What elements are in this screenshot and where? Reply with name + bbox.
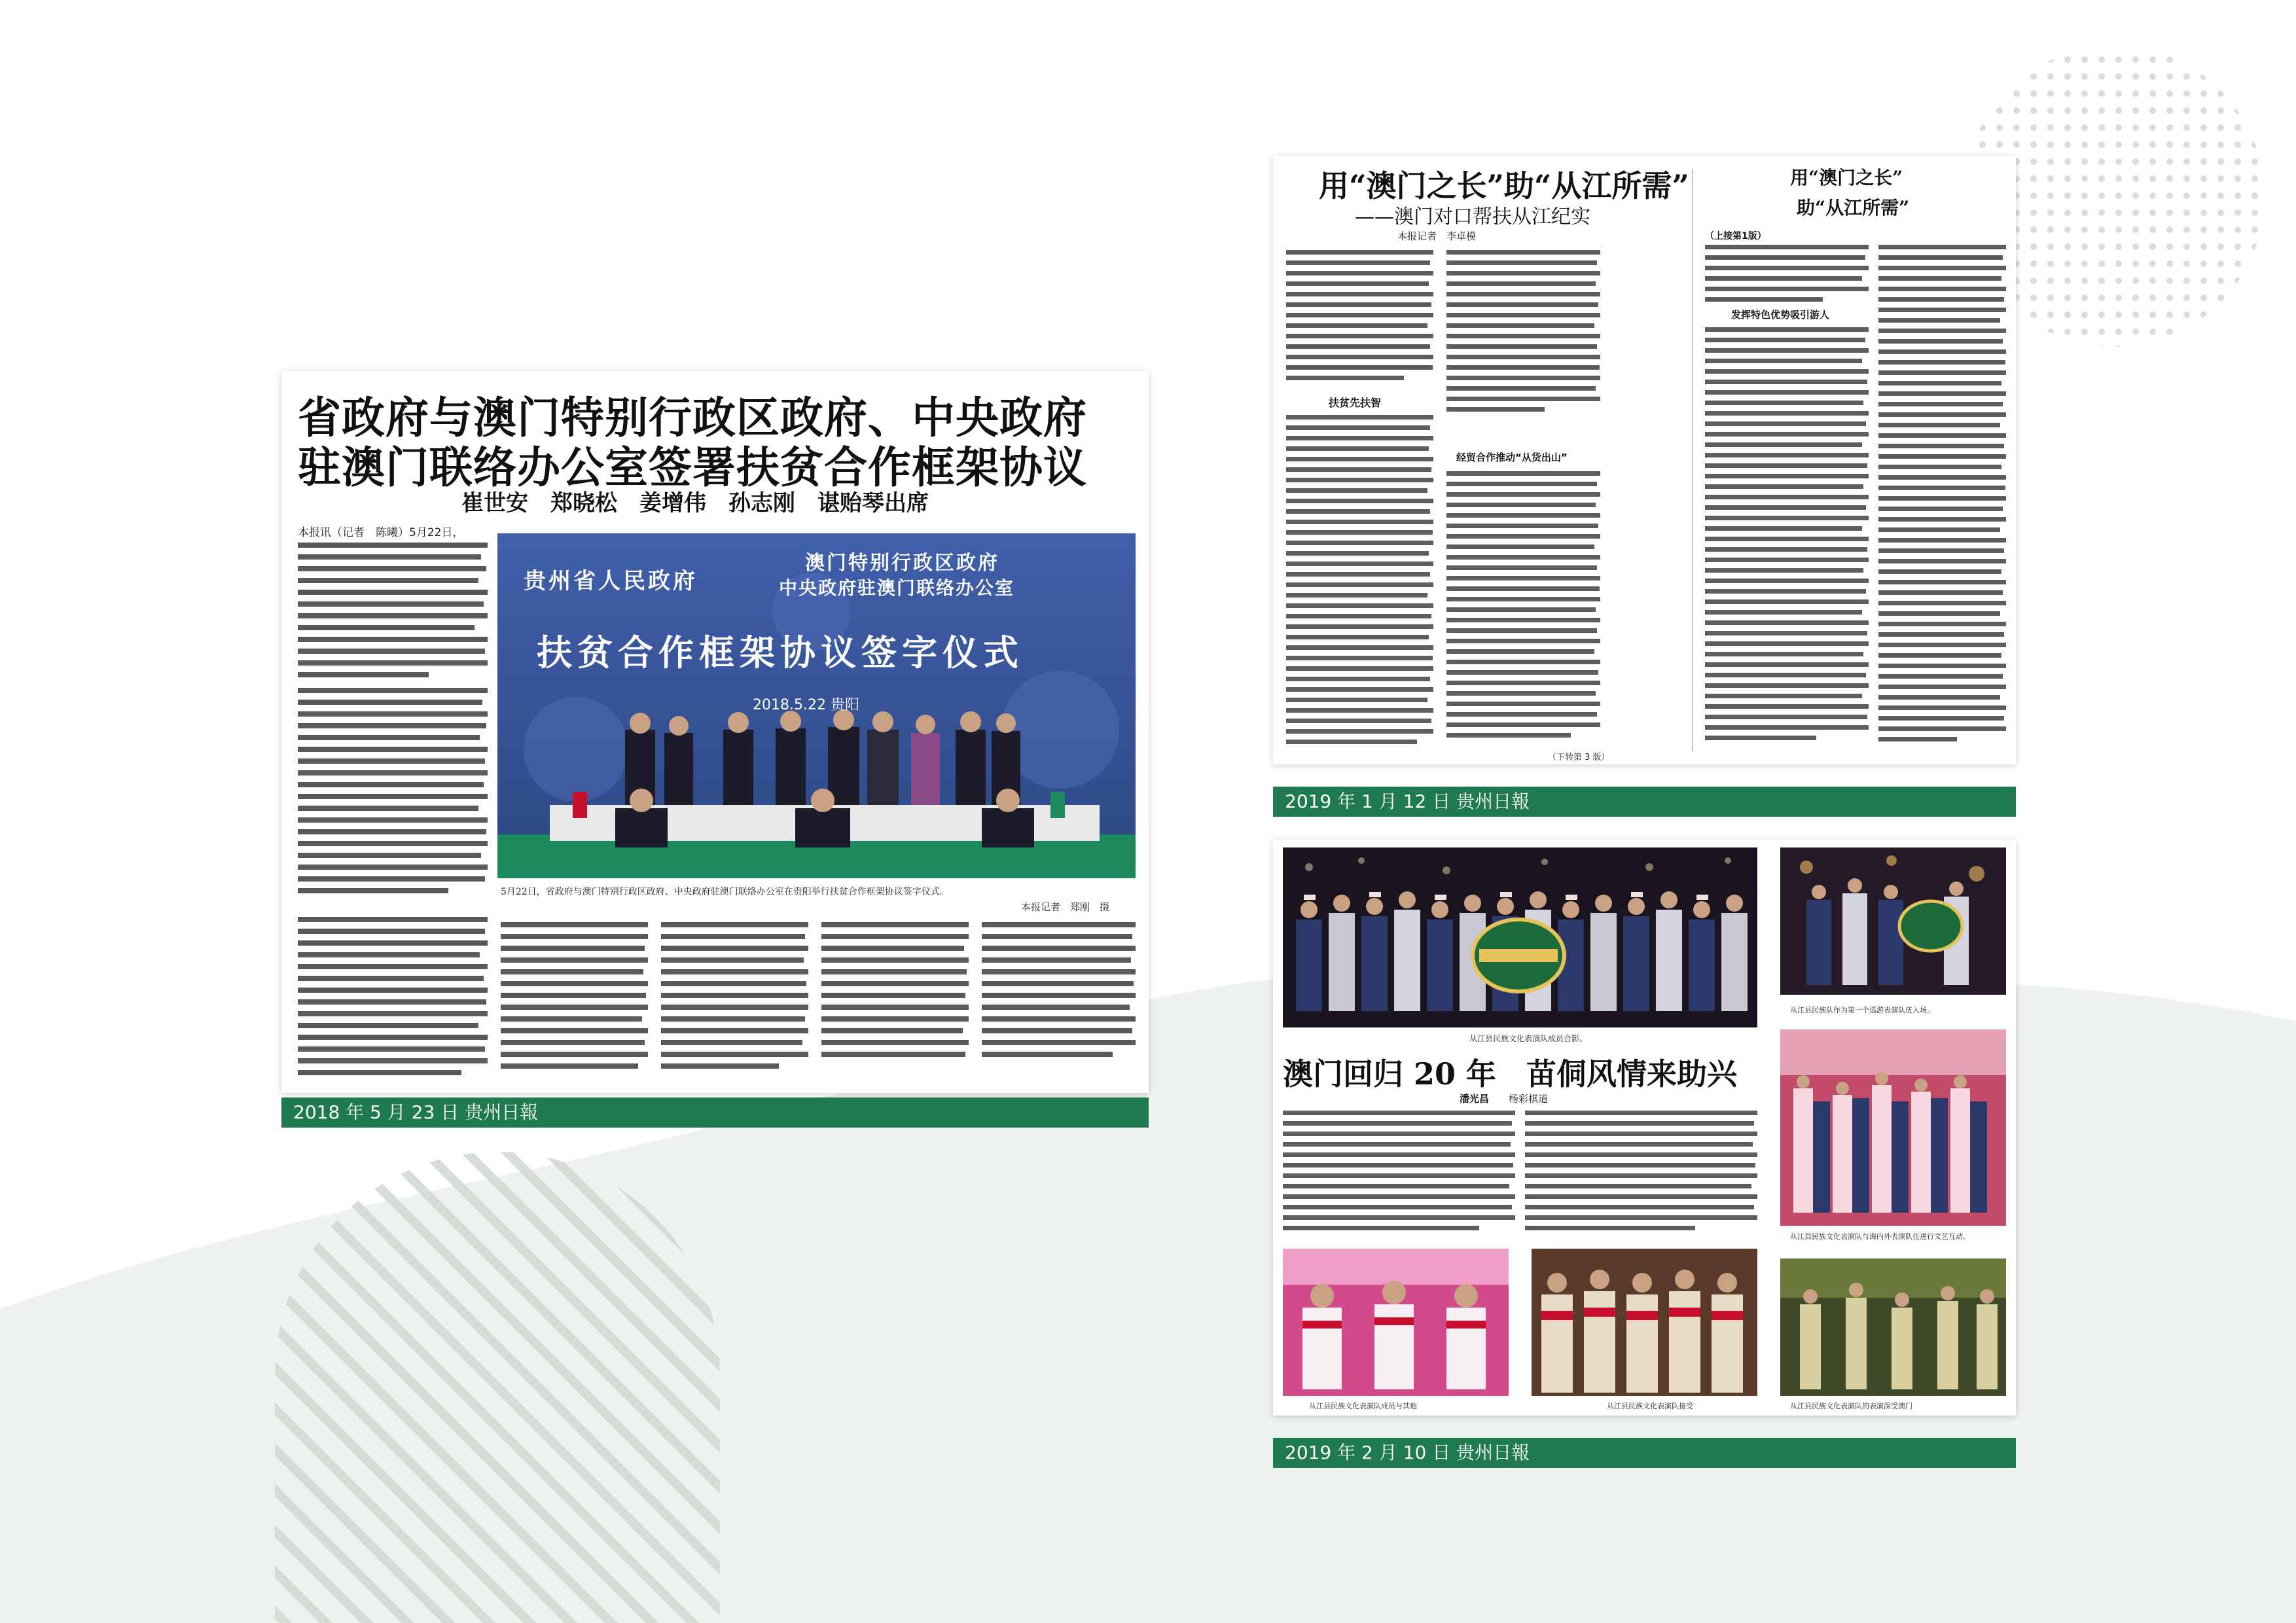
clip2-body-col-2	[1446, 247, 1600, 457]
clip1-byline: 本报讯（记者 陈曦）5月22日，	[298, 526, 464, 539]
clip3-photo-caption-bottom-1: 从江县民族文化表演队成员与其他	[1309, 1402, 1417, 1410]
banner-title: 扶贫合作框架协议签字仪式	[537, 632, 1024, 673]
clip2-continued-title-1: 用“澳门之长”	[1790, 167, 1903, 188]
clip2-date-caption: 2019 年 1 月 12 日 贵州日報	[1273, 787, 2016, 817]
clip2-section-heading-2: 经贸合作推动“从货出山”	[1456, 452, 1568, 463]
clip2-subheadline: ——澳门对口帮扶从江纪实	[1355, 205, 1590, 228]
clip3-photo-caption-right-1: 从江县民族队作为第一个巡游表演队伍入场。	[1790, 1006, 1934, 1014]
clip1-body-text-left	[298, 540, 488, 906]
signing-ceremony-photo	[497, 533, 1136, 878]
clip2-body-col-3-lower	[1705, 325, 1869, 750]
clip1-body-text-left-lower	[298, 914, 488, 1084]
clip3-byline-b: 杨彩棋道	[1509, 1093, 1549, 1105]
clip2-headline: 用“澳门之长”助“从江所需”	[1319, 168, 1689, 204]
clip1-headline-line1: 省政府与澳门特别行政区政府、中央政府	[298, 392, 1087, 443]
clip2-body-col-2-lower	[1446, 469, 1600, 743]
clip2-section-heading-1: 扶贫先扶智	[1329, 397, 1382, 409]
clip2-body-col-4	[1878, 242, 2006, 753]
newspaper-clipping-2018-05-23	[281, 371, 1149, 1093]
clip2-section-heading-3: 发挥特色优势吸引游人	[1731, 309, 1830, 321]
clip1-photo-credit: 本报记者 郑刚 摄	[1021, 901, 1110, 913]
clip3-body-col-2	[1525, 1108, 1757, 1239]
banner-right-text-1: 澳门特别行政区政府	[805, 552, 999, 575]
banner-left-text: 贵州省人民政府	[524, 568, 698, 594]
clip2-body-col-3	[1705, 242, 1869, 308]
group-photo-night	[1283, 847, 1757, 1027]
clip3-photo-caption-bottom-2: 从江县民族文化表演队接受	[1607, 1402, 1693, 1410]
clip1-body-text-bottom	[501, 919, 1136, 1083]
clip3-photo-caption-bottom-3: 从江县民族文化表演队的表演深受澳门	[1790, 1402, 1912, 1410]
clip3-date-caption: 2019 年 2 月 10 日 贵州日報	[1273, 1438, 2016, 1468]
clip2-byline: 本报记者 李卓模	[1397, 230, 1477, 242]
parade-photo-middle-right	[1780, 1029, 2006, 1226]
newspaper-clipping-2019-01-12	[1273, 156, 2016, 764]
clip1-date-caption: 2018 年 5 月 23 日 贵州日報	[281, 1097, 1149, 1128]
clip2-body-col-1-lower	[1286, 412, 1433, 753]
clip2-continued-from-note: （上接第1版）	[1705, 231, 1767, 241]
parade-photo-bottom-right	[1780, 1258, 2006, 1396]
clip1-photo-caption: 5月22日，省政府与澳门特别行政区政府、中央政府驻澳门联络办公室在贵阳举行扶贫合作框架协议签字仪式。	[501, 887, 949, 897]
clip3-photo-caption-right-2: 从江县民族文化表演队与海内外表演队伍进行文艺互动。	[1790, 1232, 1970, 1241]
banner-right-text-2: 中央政府驻澳门联络办公室	[779, 577, 1015, 599]
clip2-body-col-1	[1286, 247, 1433, 391]
newspaper-clipping-2019-02-10	[1273, 840, 2016, 1416]
performers-photo-bottom-left	[1283, 1249, 1509, 1396]
performers-photo-bottom-center	[1532, 1249, 1757, 1396]
parade-photo-top-right	[1780, 847, 2006, 995]
clip2-continued-note: （下转第 3 版）	[1548, 753, 1610, 762]
clip3-body-col-1	[1283, 1108, 1515, 1239]
clip3-photo-caption-top: 从江县民族文化表演队成员合影。	[1469, 1034, 1588, 1043]
clip2-continued-title-2: 助“从江所需”	[1797, 197, 1910, 219]
clip1-headline-line2: 驻澳门联络办公室签署扶贫合作框架协议	[298, 442, 1087, 493]
clip1-subheadline: 崔世安 郑晓松 姜增伟 孙志刚 谌贻琴出席	[461, 490, 929, 516]
clip3-headline: 澳门回归 20 年 苗侗风情来助兴	[1283, 1056, 1738, 1092]
clip3-byline-a: 潘光昌	[1460, 1093, 1490, 1105]
banner-date: 2018.5.22 贵阳	[753, 697, 859, 713]
clip2-column-divider	[1692, 169, 1693, 751]
